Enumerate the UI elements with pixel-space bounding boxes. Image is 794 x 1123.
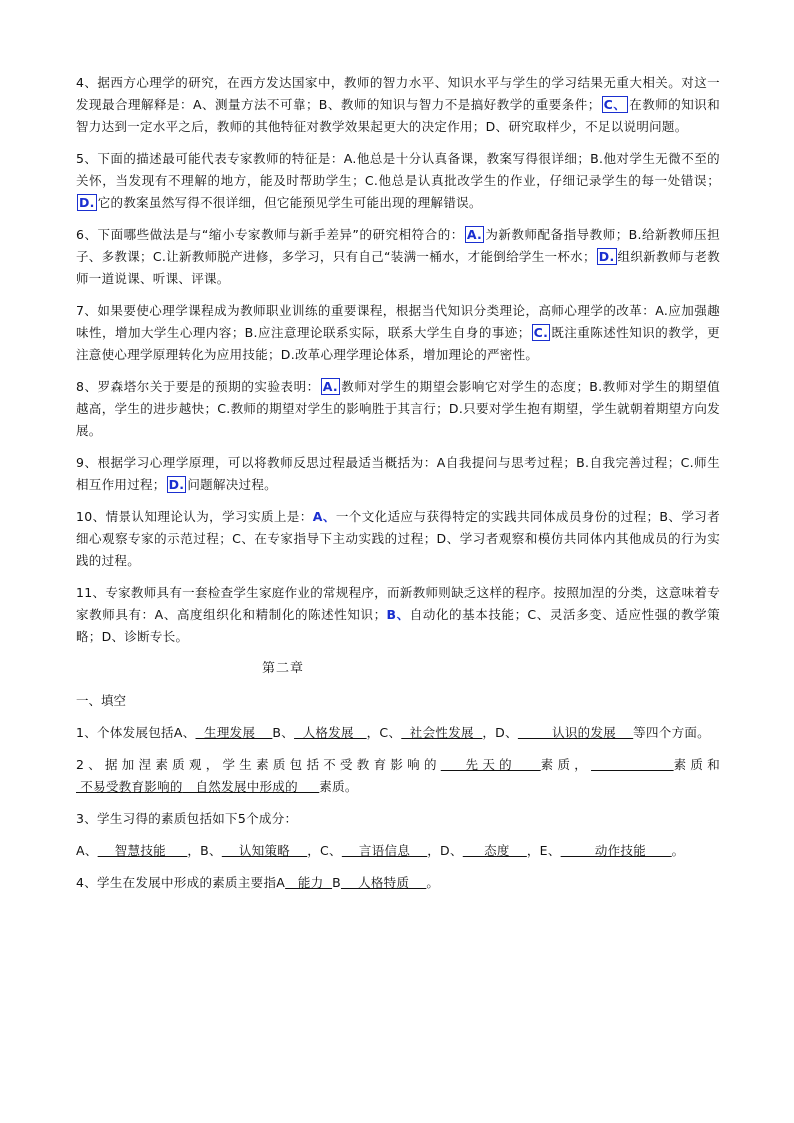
fill-1 [76,722,720,744]
q7-stem: 7、如果要使心理学课程成为教师职业训练的重要课程，根据当代知识分类理论，高师心理学的改革：A.应加强趣味性，增加大学生心理内容；B.应注意理论联系实际，联系大学生自身的事迹； [76,303,720,340]
f3-blank-e: 动作技能 [560,843,672,858]
f1-prefix: 1、个体发展包括A、 [76,725,196,740]
q8-stem: 8、罗森塔尔关于要是的预期的实验表明： [76,379,320,394]
f2-suffix: 素质。 [319,779,358,794]
q11-answer: B、 [386,607,410,622]
question-8 [76,376,720,442]
q7-tail: 既注重陈述性知识的教学，更注意使心理学原理转化为应用技能；D.改革心理学理论体系，增加理论的严密性。 [76,325,720,362]
q10-stem: 10、情景认知理论认为，学习实质上是： [76,509,313,524]
f2-blank-3: 不易受教育影响的 [76,779,183,794]
q5-tail: 它的教案虽然写得不很详细，但它能预见学生可能出现的理解错误。 [97,195,482,210]
question-10 [76,506,720,572]
q5-answer: D. [79,195,95,210]
f3-e-prefix: ，E、 [526,843,561,858]
f2-prefix: 2、据加涅素质观，学生素质包括不受教育影响的 [76,757,441,772]
q5-stem: 5、下面的描述最可能代表专家教师的特征是：A.他总是十分认真备课，教案写得很详细；B.他对学生无微不至的关怀，当发现有不理解的地方，能及时帮助学生；C.他总是认真批改学生的作业，仔细记录学生的每一处错误； [76,151,720,188]
chapter-title: 第二章 [262,661,305,676]
f1-sep-b: B、 [272,725,295,740]
f3-blank-c: 言语信息 [341,843,428,858]
q9-stem: 9、根据学习心理学原理，可以将教师反思过程最适当概括为：A自我提问与思考过程；B.自我完善过程；C.师生相互作用过程； [76,455,720,492]
f3-blank-a: 智慧技能 [97,843,188,858]
q4-answer: C、 [603,97,627,112]
q6-tail: 组织新教师与老教师一道说课、听课、评课。 [76,249,720,286]
q8-tail: 教师对学生的期望会影响它对学生的态度；B.教师对学生的期望值越高，学生的进步越快；C.教师的期望对学生的影响胜于其言行；D.只要对学生抱有期望，学生就朝着期望方向发展。 [76,379,720,438]
f4-blank-a: 能力 [285,875,333,890]
f1-sep-d: ，D、 [482,725,518,740]
question-9 [76,452,720,496]
f4-mid: B [332,875,341,890]
f3-b-prefix: ，B、 [187,843,222,858]
question-6 [76,224,720,290]
f3-c-prefix: ，C、 [307,843,342,858]
q6-answer-d: D. [598,249,615,264]
question-7 [76,300,720,366]
q8-answer: A. [322,379,338,394]
f4-suffix: 。 [426,875,440,890]
f1-suffix: 等四个方面。 [633,725,710,740]
q9-tail: 问题解决过程。 [187,477,277,492]
f4-prefix: 4、学生在发展中形成的素质主要指A [76,875,286,890]
q6-stem: 6、下面哪些做法是与“缩小专家教师与新手差异”的研究相符合的： [76,227,464,242]
f2-blank-1: 先天的 [440,757,541,772]
f4-blank-b: 人格特质 [340,875,427,890]
q9-answer: D. [168,477,185,492]
q10-tail: 一个文化适应与获得特定的实践共同体成员身份的过程；B、学习者细心观察专家的示范过程；C、在专家指导下主动实践的过程；D、学习者观察和模仿共同体内其他成员的行为实践的过程。 [76,509,721,568]
f1-blank-c: 社会性发展 [401,725,483,740]
f1-blank-d: 认识的发展 [517,725,634,740]
f2-blank-2 [591,757,674,772]
f3-blank-b: 认知策略 [221,843,308,858]
q6-mid: 为新教师配备指导教师；B.给新教师压担子、多教课；C.让新教师脱产进修，多学习，只有自己“装满一桶水，才能倒给学生一杯水； [76,227,720,264]
fill-2 [76,754,720,798]
f3-blank-d: 态度 [462,843,527,858]
f2-blank-4: 自然发展中形成的 [182,779,320,794]
document-page [76,72,720,904]
fill-3-answers [76,840,720,862]
f2-mid-1: 素质， [540,757,592,772]
fill-3-stem: 3、学生习得的素质包括如下5个成分： [76,811,298,826]
q6-answer-a: A. [466,227,483,242]
q4-stem: 4、据西方心理学的研究，在西方发达国家中，教师的智力水平、知识水平与学生的学习结果无重大相关。对这一发现最合理解释是： [76,75,720,112]
f1-blank-b: 人格发展 [294,725,367,740]
f3-a-prefix: A、 [76,843,98,858]
f3-d-prefix: ，D、 [427,843,463,858]
q7-answer: C. [533,325,549,340]
question-5 [76,148,720,214]
question-11 [76,582,720,648]
question-4 [76,72,720,138]
fill-4 [76,872,720,894]
f3-suffix: 。 [671,843,685,858]
q4-options-b: 在教师的知识和智力达到一定水平之后，教师的其他特征对教学效果起更大的决定作用；D、研究取样少，不足以说明问题。 [76,97,721,134]
q11-tail: 自动化的基本技能；C、灵活多变、适应性强的教学策略；D、诊断专长。 [76,607,720,644]
section-title: 一、填空 [76,693,127,708]
f1-sep-c: ，C、 [366,725,402,740]
q4-options-a: A、测量方法不可靠；B、教师的知识与智力不是搞好教学的重要条件； [192,97,601,112]
q10-answer: A、 [312,509,336,524]
q11-stem: 11、专家教师具有一套检查学生家庭作业的常规程序，而新教师则缺乏这样的程序。按照加涅的分类，这意味着专家教师具有：A、高度组织化和精制化的陈述性知识； [76,585,720,622]
f1-blank-a: 生理发展 [195,725,273,740]
f2-mid-2: 素质和 [673,757,720,772]
